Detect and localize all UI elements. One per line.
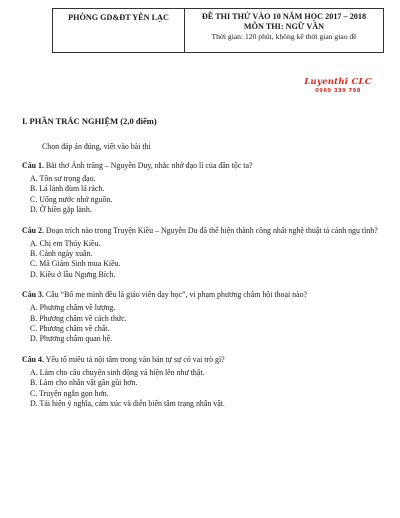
- option-d: D. Tái hiện ý nghĩa, cảm xúc và diễn biến tâm trạng nhân vật.: [30, 399, 225, 409]
- option-c: C. Truyện ngắn gọn hơn.: [30, 388, 109, 398]
- question-1: [22, 160, 388, 216]
- section-instruction: Chọn đáp án đúng, viết vào bài thi: [42, 142, 151, 151]
- option-list: [22, 303, 388, 345]
- header-table: [52, 8, 384, 53]
- question-text: Bài thơ Ánh trăng – Nguyễn Duy, nhắc nhở đạo lí của dân tộc ta?: [45, 161, 253, 170]
- option-list: [22, 239, 388, 281]
- option-b: B. Làm cho nhân vật gần gũi hơn.: [30, 378, 138, 388]
- logo-phone: 0969 339 798: [315, 88, 361, 94]
- option-d: D. Ở hiền gặp lành.: [30, 205, 92, 215]
- option-c: C. Uống nước nhớ nguồn.: [30, 194, 113, 204]
- school-name: PHÒNG GD&ĐT YÊN LẠC: [53, 9, 185, 52]
- option-b: B. Lá lành đùm lá rách.: [30, 184, 105, 194]
- question-text: Câu “Bố mẹ mình đều là giáo viên dạy học”, vi phạm phương châm hội thoại nào?: [45, 290, 308, 300]
- question-text: Yếu tố miêu tả nội tâm trong văn bản tự sự có vai trò gì?: [45, 354, 225, 364]
- exam-subject: MÔN THI: NGỮ VĂN: [243, 22, 325, 31]
- question-text: Đoạn trích nào trong Truyện Kiều – Nguyễn Du đã thể hiện thành công nhất nghệ thuật tả cảnh ngụ tình?: [45, 225, 378, 235]
- logo-name: Luyenthi CLC: [304, 77, 372, 87]
- option-a: A. Chị em Thúy Kiều.: [30, 238, 101, 248]
- exam-content: [22, 116, 388, 410]
- question-number: Câu 2.: [22, 225, 44, 235]
- exam-title: ĐỀ THI THỬ VÀO 10 NĂM HỌC 2017 – 2018: [201, 12, 367, 21]
- question-3: [22, 289, 388, 345]
- question-number: Câu 4.: [22, 354, 44, 364]
- option-d: D. Kiều ở lầu Ngưng Bích.: [30, 269, 116, 279]
- option-b: B. Cảnh ngày xuân.: [30, 249, 93, 259]
- question-2: [22, 225, 388, 281]
- option-d: D. Phương châm quan hệ.: [30, 334, 113, 344]
- option-c: C. Mã Giám Sinh mua Kiều.: [30, 259, 121, 269]
- option-b: B. Phương châm về cách thức.: [30, 313, 127, 323]
- option-c: C. Phương châm về chất.: [30, 324, 110, 334]
- option-a: A. Tôn sư trọng đạo.: [30, 174, 96, 183]
- option-a: A. Phương châm về lượng.: [30, 303, 116, 313]
- luyenthi-logo: [303, 77, 373, 94]
- option-a: A. Làm cho câu chuyện sinh động và hiện lên như thật.: [30, 367, 205, 377]
- question-number: Câu 1.: [22, 161, 44, 170]
- option-list: [22, 368, 388, 410]
- section-title: I. PHẦN TRẮC NGHIỆM (2,0 điểm): [22, 116, 157, 126]
- exam-time: Thời gian: 120 phút, không kể thời gian giao đề: [211, 32, 357, 41]
- exam-info: [185, 9, 383, 52]
- question-4: [22, 354, 388, 410]
- question-number: Câu 3.: [22, 290, 44, 300]
- option-list: [22, 174, 388, 216]
